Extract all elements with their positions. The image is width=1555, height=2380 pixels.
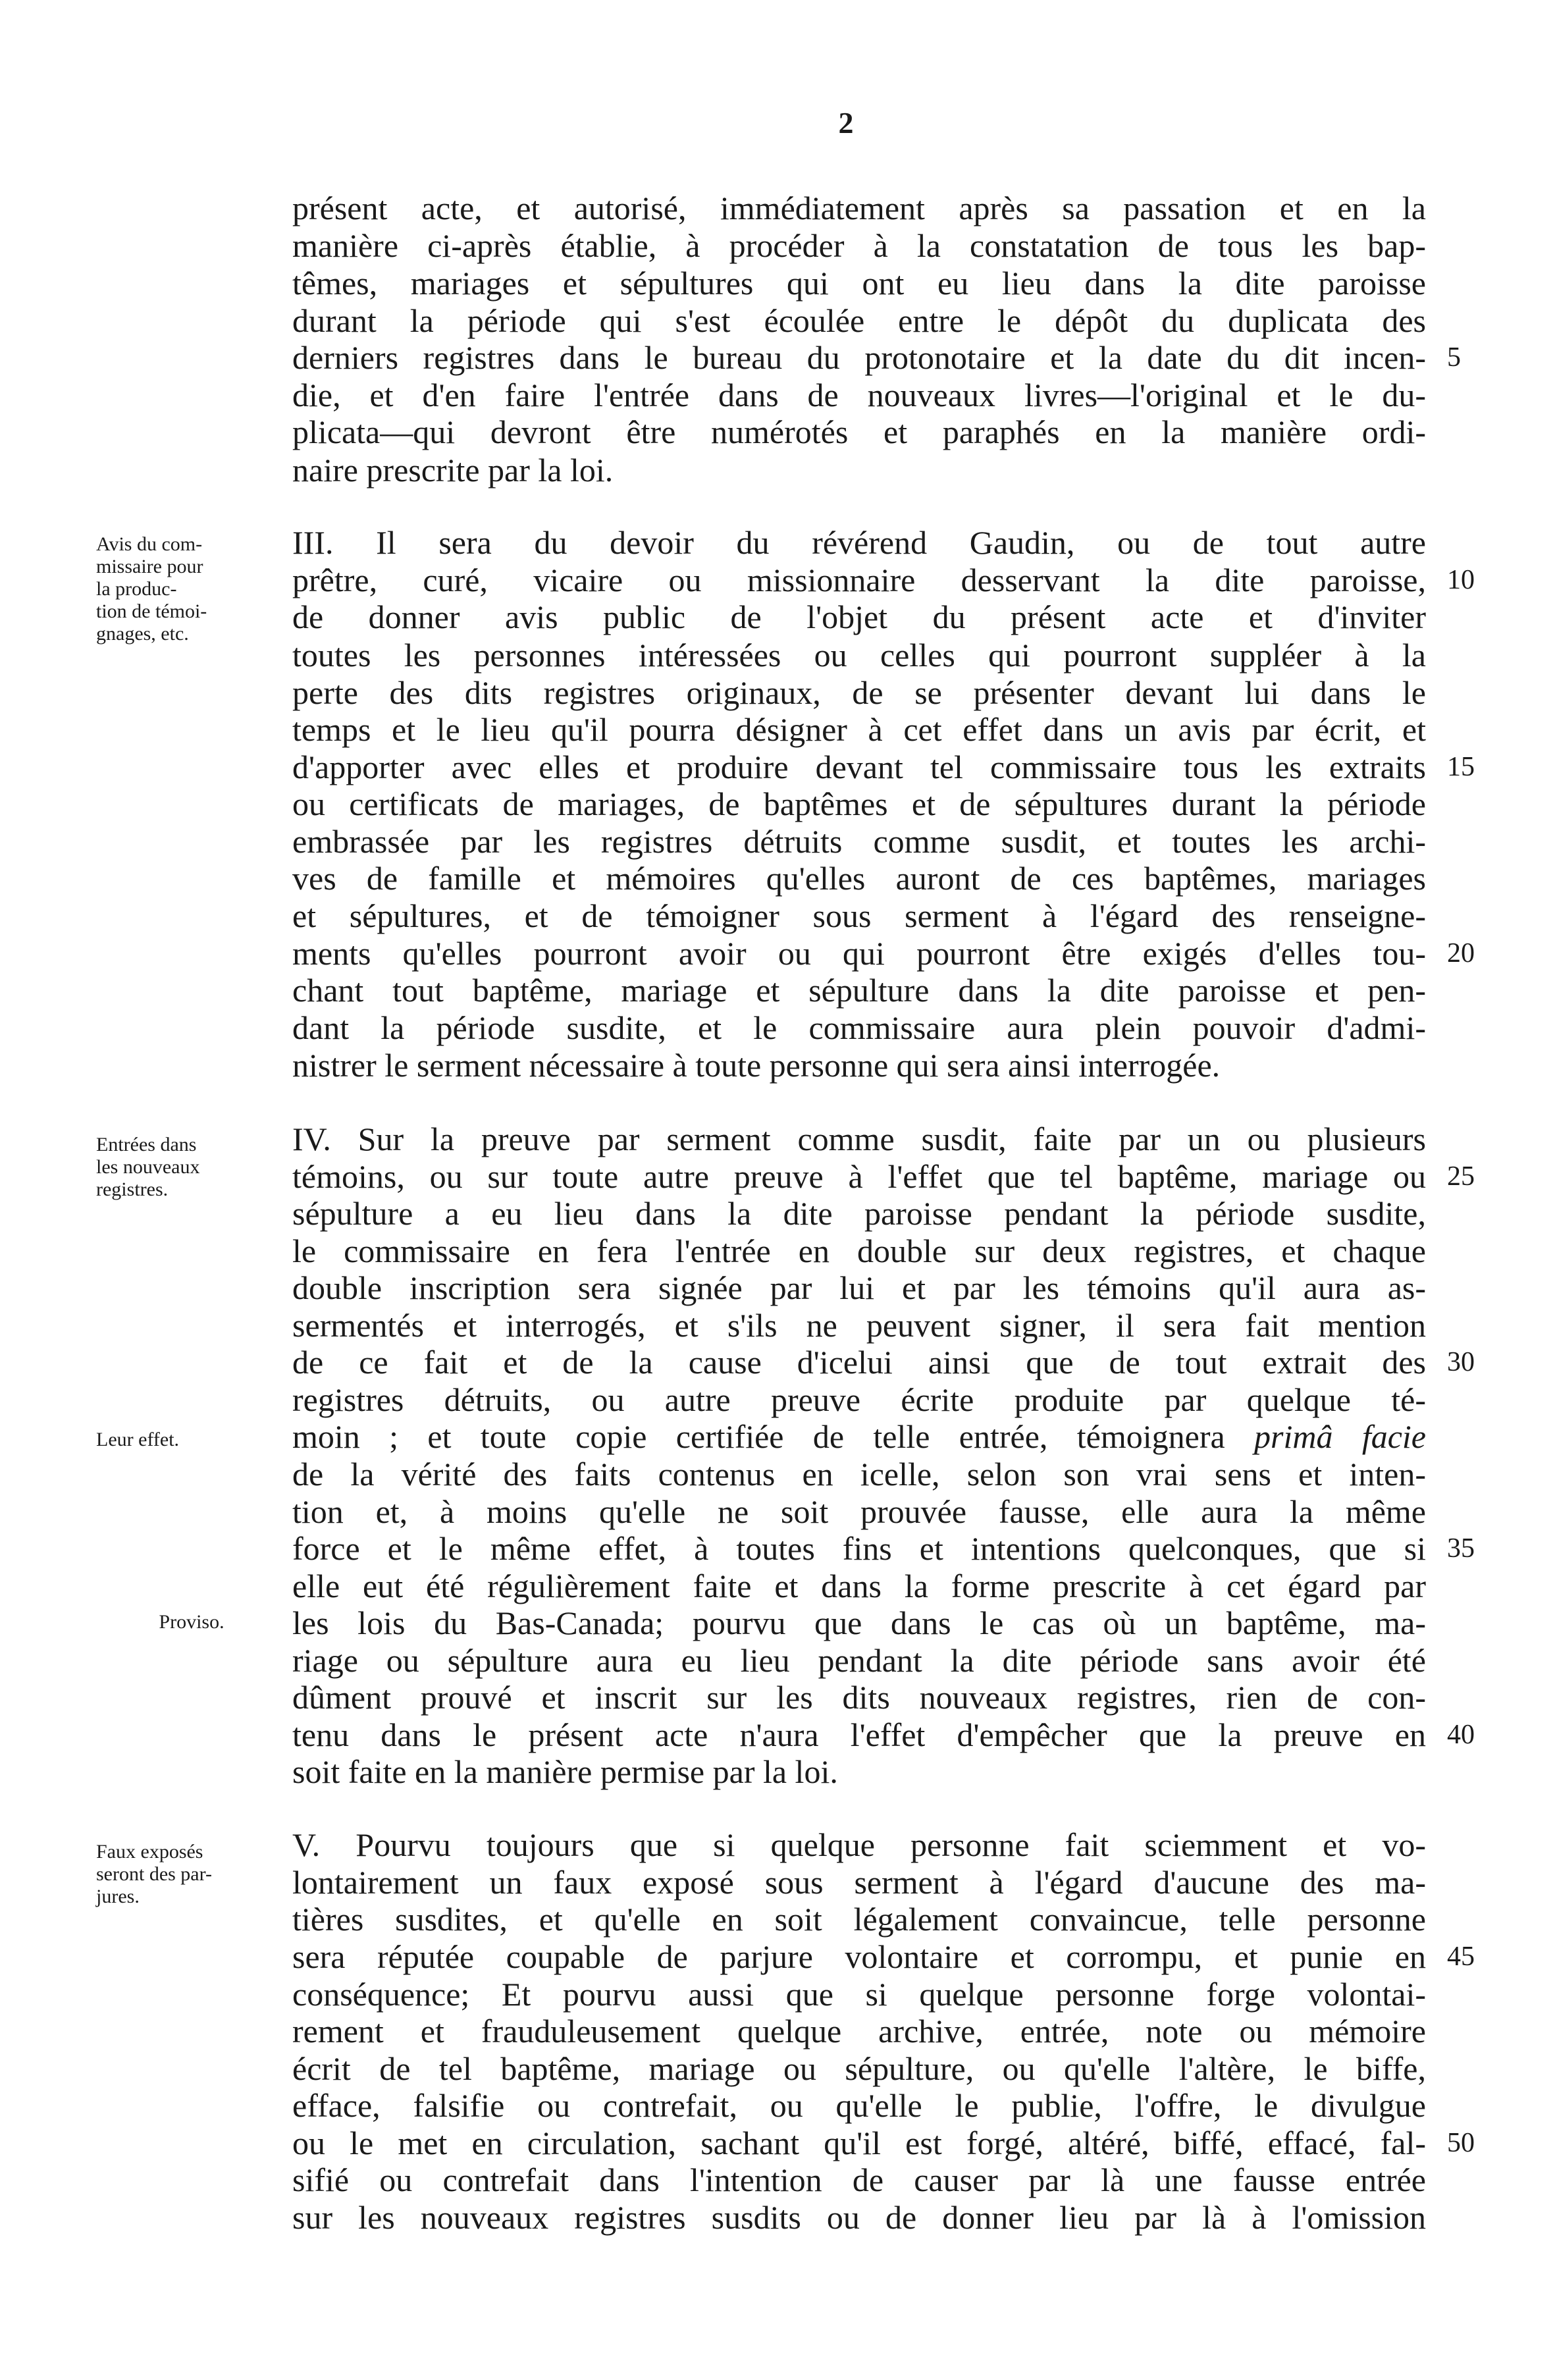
text-line: V. Pourvu toujours que si quelque personne fait sciemment et vo- (292, 1826, 1426, 1863)
sidenote-effet: Leur effet. (96, 1429, 180, 1450)
text-line: de donner avis public de l'objet du présent acte et d'inviter (292, 598, 1426, 635)
text-line: de ce fait et de la cause d'icelui ainsi que de tout extrait des (292, 1344, 1426, 1381)
text-line: sépulture a eu lieu dans la dite paroisse pendant la période susdite, (292, 1195, 1426, 1232)
text-line: sermentés et interrogés, et s'ils ne peuvent signer, il sera fait mention (292, 1307, 1426, 1344)
text-line: témoins, ou sur toute autre preuve à l'effet que tel baptême, mariage ou (292, 1158, 1426, 1195)
text-line: lontairement un faux exposé sous serment à l'égard d'aucune des ma- (292, 1864, 1426, 1901)
line-number: 15 (1447, 752, 1475, 782)
line-number: 10 (1447, 565, 1475, 595)
line-number: 40 (1447, 1720, 1475, 1750)
text-line: tion et, à moins qu'elle ne soit prouvée fausse, elle aura la même (292, 1493, 1426, 1530)
text-line: sifié ou contrefait dans l'intention de causer par là une fausse entrée (292, 2161, 1426, 2198)
text-line: derniers registres dans le bureau du protonotaire et la date du dit incen- (292, 339, 1426, 376)
text-line: sera réputée coupable de parjure volontaire et corrompu, et punie en (292, 1938, 1426, 1975)
sidenote-faux-exposes: Faux exposés seront des par- jures. (96, 1841, 213, 1907)
text-line: durant la période qui s'est écoulée entre le dépôt du duplicata des (292, 302, 1426, 339)
text-line: temps et le lieu qu'il pourra désigner à cet effet dans un avis par écrit, et (292, 711, 1426, 748)
text-line: registres détruits, ou autre preuve écrite produite par quelque té- (292, 1381, 1426, 1418)
text-line: soit faite en la manière permise par la loi. (292, 1753, 838, 1790)
text-line: dûment prouvé et inscrit sur les dits nouveaux registres, rien de con- (292, 1679, 1426, 1716)
text-line: ou le met en circulation, sachant qu'il est forgé, altéré, biffé, effacé, fal- (292, 2125, 1426, 2161)
text-line: rement et frauduleusement quelque archive, entrée, note ou mémoire (292, 2013, 1426, 2049)
text-line: dant la période susdite, et le commissaire aura plein pouvoir d'admi- (292, 1009, 1426, 1046)
text-line: sur les nouveaux registres susdits ou de donner lieu par là à l'omission (292, 2199, 1426, 2236)
text-line: chant tout baptême, mariage et sépulture dans la dite paroisse et pen- (292, 972, 1426, 1009)
text-line: moin ; et toute copie certifiée de telle entrée, témoignera primâ facie (292, 1418, 1426, 1455)
line-number: 35 (1447, 1533, 1475, 1564)
line-number: 25 (1447, 1161, 1475, 1192)
text-line: III. Il sera du devoir du révérend Gaudin, ou de tout autre (292, 524, 1426, 561)
text-line: die, et d'en faire l'entrée dans de nouveaux livres—l'original et le du- (292, 377, 1426, 413)
text-line: manière ci-après établie, à procéder à la constatation de tous les bap- (292, 227, 1426, 264)
text-line: prêtre, curé, vicaire ou missionnaire desservant la dite paroisse, (292, 562, 1426, 598)
text-line: présent acte, et autorisé, immédiatement après sa passation et en la (292, 190, 1426, 226)
text-line: nistrer le serment nécessaire à toute personne qui sera ainsi interrogée. (292, 1047, 1221, 1084)
text-line: force et le même effet, à toutes fins et intentions quelconques, que si (292, 1530, 1426, 1567)
text-line: elle eut été régulièrement faite et dans la forme prescrite à cet égard par (292, 1568, 1426, 1604)
text-line: et sépultures, et de témoigner sous serment à l'égard des renseigne- (292, 897, 1426, 934)
text-line: conséquence; Et pourvu aussi que si quelque personne forge volontai- (292, 1976, 1426, 2013)
line-number: 50 (1447, 2128, 1475, 2158)
line-number: 45 (1447, 1942, 1475, 1972)
text-line: écrit de tel baptême, mariage ou sépulture, ou qu'elle l'altère, le biffe, (292, 2050, 1426, 2087)
text-line: ou certificats de mariages, de baptêmes et de sépultures durant la période (292, 785, 1426, 822)
sidenote-avis: Avis du com- missaire pour la produc- tion de témoi- gnages, etc. (96, 533, 207, 645)
text-line: d'apporter avec elles et produire devant tel commissaire tous les extraits (292, 749, 1426, 785)
text-line: naire prescrite par la loi. (292, 452, 614, 489)
text-line: de la vérité des faits contenus en icelle, selon son vrai sens et inten- (292, 1456, 1426, 1493)
line-number: 30 (1447, 1347, 1475, 1377)
text-line: IV. Sur la preuve par serment comme susdit, faite par un ou plusieurs (292, 1121, 1426, 1157)
text-line: efface, falsifie ou contrefait, ou qu'elle le publie, l'offre, le divulgue (292, 2087, 1426, 2124)
text-line: perte des dits registres originaux, de se présenter devant lui dans le (292, 674, 1426, 711)
text-line: embrassée par les registres détruits comme susdit, et toutes les archi- (292, 823, 1426, 860)
text-line: tières susdites, et qu'elle en soit légalement convaincue, telle personne (292, 1901, 1426, 1938)
line-number: 5 (1447, 342, 1461, 373)
text-line: riage ou sépulture aura eu lieu pendant la dite période sans avoir été (292, 1642, 1426, 1679)
sidenote-entrees: Entrées dans les nouveaux registres. (96, 1134, 200, 1200)
line-number: 20 (1447, 938, 1475, 968)
text-line: double inscription sera signée par lui et par les témoins qu'il aura as- (292, 1269, 1426, 1306)
text-line: plicata—qui devront être numérotés et paraphés en la manière ordi- (292, 413, 1426, 450)
text-line: ves de famille et mémoires qu'elles auront de ces baptêmes, mariages (292, 860, 1426, 897)
italic-phrase: primâ facie (1254, 1418, 1426, 1455)
text-line: tenu dans le présent acte n'aura l'effet d'empêcher que la preuve en (292, 1716, 1426, 1753)
text-line: toutes les personnes intéressées ou celles qui pourront suppléer à la (292, 637, 1426, 674)
text-line: ments qu'elles pourront avoir ou qui pourront être exigés d'elles tou- (292, 935, 1426, 972)
sidenote-proviso: Proviso. (159, 1611, 224, 1633)
page-number: 2 (838, 106, 854, 140)
text-line: le commissaire en fera l'entrée en double sur deux registres, et chaque (292, 1232, 1426, 1269)
text-line: têmes, mariages et sépultures qui ont eu lieu dans la dite paroisse (292, 265, 1426, 302)
text-line: les lois du Bas-Canada; pourvu que dans le cas où un baptême, ma- (292, 1604, 1426, 1641)
